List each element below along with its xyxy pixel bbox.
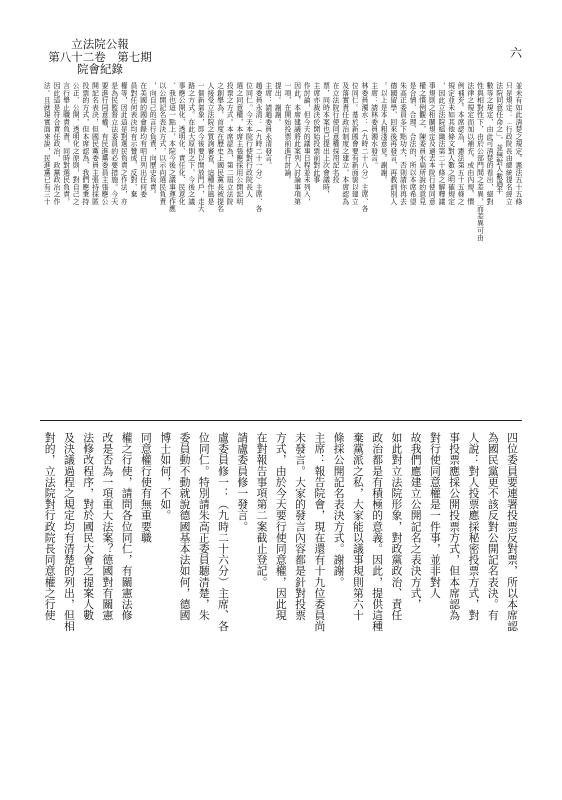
text-column: 對的，立法院對行政院長同意權之行使 [43,432,57,621]
text-column: 政治都是有積極的意義。因此，提供這種 [371,432,385,632]
text-column: 委員動不動就說德國基本法如何，德國 [178,432,192,621]
text-column: 在立法院行使同意權採用記名投 [331,82,340,184]
text-column: 主席亦裁決於開始投票前對此事 [311,82,320,184]
text-column: 方式，由於今天要行使同意權，因此現 [274,432,288,621]
text-column: 權之行使，請問各位同仁，有關憲法修 [120,432,134,621]
text-column: 因此，本席建議將此案列入討論事項第 [292,82,301,206]
text-column: 作討論，但今天的議事日程並未列入， [302,82,311,206]
text-column: 是合情、合理、合法的，所以本席希望 [408,82,417,206]
text-column: 法院同意任命之」，並無對人數過半 [494,82,503,195]
issue-label: 第八十二卷 第七期 [48,49,152,64]
text-column: 主席：請林委員濁水發言。 [369,82,378,169]
text-column: 博士如何，不如。 [159,432,173,521]
text-column: 要進行同意權，有民進黨委員主張應公 [100,82,109,206]
text-column: 在美國的國會錄均有明白列出任何委 [138,82,147,198]
section-label: 院會紀錄 [77,62,123,76]
text-column: 票，同時本案也已提出上次會議時， [321,82,330,198]
text-column: 人說：對人投票應採秘密投票方式，對 [467,432,481,621]
text-column: 法。且就現實面來說，民進黨已有三十 [42,82,51,206]
text-column: 數等之規定，由此可清楚的看出，絕對 [485,82,494,206]
text-column: 權等，因此這是對選民負責之作法，亦 [119,82,128,206]
text-column: 選之同意權，本席主張應採用公開記明 [234,82,243,206]
text-column: 位同仁。基於新國會要有新面貌以建立 [350,82,359,206]
journal-title: 立法院公報 [71,37,129,51]
text-column: 主席：請趙委員永清發言。 [263,82,272,169]
text-column: 是為民監督立法委員的必要措施。今天 [109,82,118,206]
text-column: 位同仁。今天本院行使對行政院長人 [244,82,253,198]
text-column: 及落實責任政治制度之建立，本席認為 [340,82,349,206]
text-column: 同意權行使有無重要職 [139,432,153,543]
section-divider [40,420,522,421]
text-column: 只是規定：「行政院長由總統提名經立 [504,82,513,206]
text-column: 條採公開記名表決方式。謝謝。 [332,432,346,588]
text-column: 未發言。大家的發言內容都是針對投票 [294,432,308,621]
text-column: 一項，在開始投票前進行討論。 [283,82,291,184]
text-column: 如此對立法院形象，對政黨政治、責任 [390,432,404,621]
text-column: 事投票應採公開投票方式，但本席認為 [448,432,462,621]
text-column: 在對報告事項第二案截止登記。 [255,432,269,588]
page-number: 六 [509,46,522,60]
text-column: 並未有如此清楚之規定。憲法五十五條 [514,82,522,206]
text-column: 一個新氣象，即今後要以開放門戶，走大 [196,82,205,213]
text-column: 棄黨派之私，大家能以議事規則第六十 [351,432,365,621]
text-column: 路之方式。在此大原則之下，今後之議 [186,82,195,206]
text-column: 改是否為一項重大法案？德國對有關憲 [101,432,115,621]
text-column: 德國留學，回來後再發言，再教訓別人 [388,82,397,206]
text-column: 投票的方式，但本席認為，我們應秉持 [80,82,89,206]
text-column: 言行舉止職責負責，同時對選民負責， [61,82,70,206]
text-column: ，向自己的言行負責，向歷史負責。 [148,82,157,198]
text-column: 朱高正委員多下點功夫，否則請你再去 [398,82,407,206]
text-column: 之創舉為，首度在歷史上國民黨長被提名 [215,82,224,213]
section-bottom-right [40,432,522,762]
text-column: 例補充。本席認為，憲法第五十五條之 [456,82,465,206]
text-column: 開記名表決，但國民黨委員主張持採匿 [90,82,99,206]
text-column: 請盧委員修一發言。 [236,432,250,532]
page-header [40,37,522,76]
text-column: 法律之規定而加以補充，或由內規、慣 [465,82,474,206]
text-column: 提出。謝謝。 [273,82,282,126]
running-head [40,38,160,76]
text-column: 四位委員要連署投票反對票，所以本席認 [506,432,519,632]
text-column: 法修改程序，對於國民大會之提案人數 [82,432,96,621]
text-column: 及決議過程之規定均有清楚的列出，但相 [62,432,76,632]
text-column: 員對任何表決均有示贊成、反對、棄 [129,82,137,198]
text-column: 為國民黨更不該反對公開記名表決。有 [486,432,500,621]
text-column: 人接受立法院之質詢審查，這種作風是 [206,82,214,206]
text-column: 主席：報告院會，現在還有十九位委員尚 [313,432,327,632]
section-top-right [40,82,522,412]
text-column: 性與相對性下，由於公部門間之差異，而差異可由 [475,82,484,242]
text-column: 投票之方式。本席認為，第二屆立法院 [225,82,234,206]
text-column: 以公開記名表決方式，以示向選民負責 [157,82,166,206]
text-column: 事規則之相關規定及過去本院行使同意 [427,82,436,206]
text-column: 趙委員永清：（九時二十一分）主席、各 [254,82,263,213]
text-column: 事應公開化、透明化、責任化、民意化 [177,82,186,206]
text-column: 權之慣例觀之，陳委員水扁所說的意見 [417,82,426,206]
text-column: ，因此立法院組織法第二十條之解釋議 [437,82,445,206]
text-column: 故我們應建立公開記名之表決方式， [409,432,423,610]
text-column: 規定並未如其他條文對人數之明確規定 [446,82,455,206]
text-column: 。以上是本人粗淺意見。謝謝。 [379,82,388,184]
text-column: 對行使同意權是一件事，並非對人 [428,432,442,599]
text-column: 位同仁。特別請朱高正委員聽清楚，朱 [197,432,211,621]
text-column: 因此這是符合責任政治，政黨政治之作 [52,82,60,206]
text-column: 、我也這一點上，本院今後之議事運作應 [167,82,176,213]
text-column: 公正、公開、透明化之原則，對自己之 [71,82,80,206]
text-column: 林委員濁水：（九時二十八分）主席、各 [360,82,368,213]
text-column: 盧委員修一：（九時二十六分）主席、各 [217,432,231,632]
